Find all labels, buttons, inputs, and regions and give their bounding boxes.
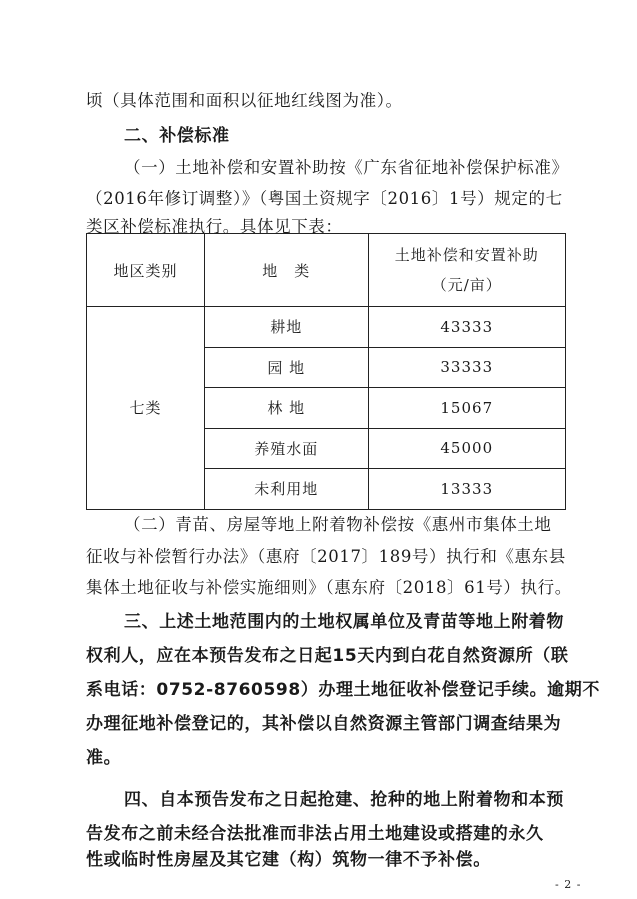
paragraph-line: 征收与补偿暂行办法》（惠府〔2017〕189号）执行和《惠东县 <box>86 547 566 566</box>
land-type-cell: 林 地 <box>204 388 368 429</box>
header-compensation-unit: （元/亩） <box>431 276 502 294</box>
land-type-cell: 耕地 <box>204 307 368 348</box>
amount-cell: 15067 <box>368 388 565 429</box>
header-area-category: 地区类别 <box>87 234 205 307</box>
paragraph-line-bold: 性或临时性房屋及其它建（构）筑物一律不予补偿。 <box>86 850 491 870</box>
header-compensation-line1: 土地补偿和安置补助 <box>394 246 539 264</box>
header-land-type: 地 类 <box>204 234 368 307</box>
amount-cell: 13333 <box>368 469 565 510</box>
section-heading-compensation: 二、补偿标准 <box>124 126 230 146</box>
paragraph-line-bold: 四、自本预告发布之日起抢建、抢种的地上附着物和本预 <box>124 790 564 810</box>
paragraph-line: （二）青苗、房屋等地上附着物补偿按《惠州市集体土地 <box>124 515 552 534</box>
land-type-cell: 园 地 <box>204 347 368 388</box>
land-type-cell: 未利用地 <box>204 469 368 510</box>
paragraph-line-bold: 系电话：0752-8760598）办理土地征收补偿登记手续。逾期不 <box>86 680 600 700</box>
page-number: - 2 - <box>555 878 582 891</box>
amount-cell: 43333 <box>368 307 565 348</box>
paragraph-line: 类区补偿标准执行。具体见下表： <box>86 217 343 236</box>
paragraph-line-bold: 三、上述土地范围内的土地权属单位及青苗等地上附着物 <box>124 612 564 632</box>
paragraph-line: （2016年修订调整）》（粤国土资规字〔2016〕1号）规定的七 <box>86 189 563 208</box>
paragraph-line-bold: 办理征地补偿登记的，其补偿以自然资源主管部门调查结果为 <box>86 714 562 734</box>
compensation-table <box>86 233 566 510</box>
paragraph-line-bold: 权利人，应在本预告发布之日起15天内到白花自然资源所（联 <box>86 646 569 666</box>
paragraph-line-bold: 告发布之前未经合法批准而非法占用土地建设或搭建的永久 <box>86 824 544 844</box>
table-row <box>87 307 566 348</box>
paragraph-line: （一）土地补偿和安置补助按《广东省征地补偿保护标准》 <box>124 158 569 177</box>
paragraph-line-bold: 准。 <box>86 748 122 768</box>
header-compensation <box>368 234 565 307</box>
paragraph-line: 集体土地征收与补偿实施细则》（惠东府〔2018〕61号）执行。 <box>86 578 572 597</box>
region-category-cell: 七类 <box>87 307 205 510</box>
table-header-row <box>87 234 566 307</box>
amount-cell: 33333 <box>368 347 565 388</box>
land-type-cell: 养殖水面 <box>204 428 368 469</box>
amount-cell: 45000 <box>368 428 565 469</box>
paragraph-line: 顷（具体范围和面积以征地红线图为准）。 <box>86 91 403 110</box>
